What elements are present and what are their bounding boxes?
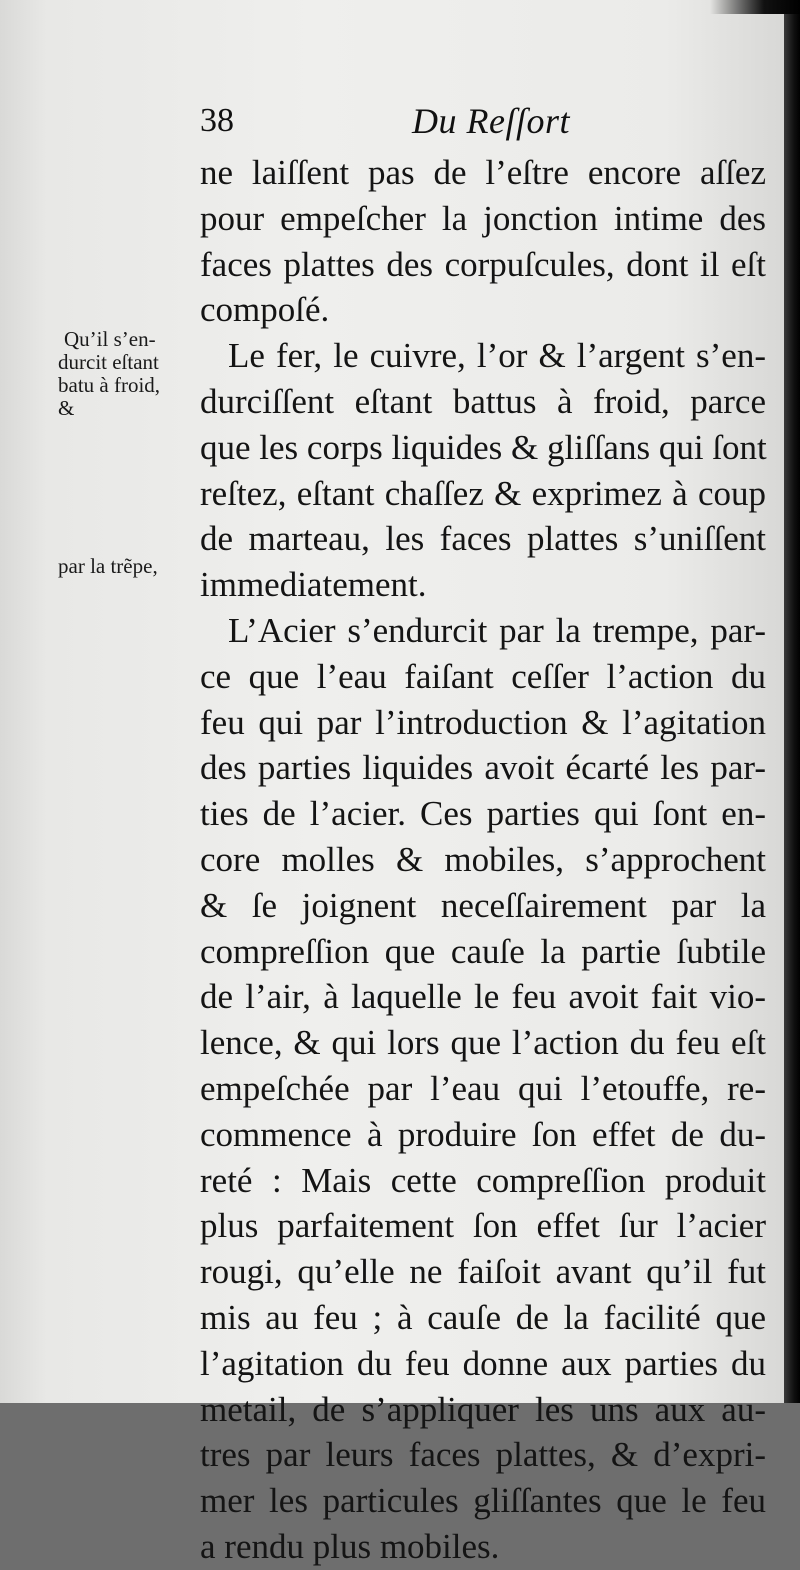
text-line: core molles & mobiles, s’approchent bbox=[200, 839, 766, 879]
text-line: tres par leurs faces plattes, & d’expri- bbox=[200, 1435, 766, 1475]
text-line: immediatement. bbox=[200, 565, 427, 605]
text-line: compreſſion que cauſe la partie ſubtile bbox=[200, 931, 766, 971]
margin-note-line: Qu’il s’en- bbox=[64, 327, 156, 351]
text-line: plus parfaitement ſon effet ſur l’acier bbox=[200, 1206, 766, 1246]
text-line: mis au feu ; à cauſe de la facilité que bbox=[200, 1297, 766, 1337]
text-line: rougi, qu’elle ne faiſoit avant qu’il fut bbox=[200, 1252, 766, 1292]
body-text bbox=[200, 150, 766, 1570]
text-line: Le fer, le cuivre, l’or & l’argent s’en- bbox=[228, 336, 766, 376]
text-line: durciſſent eſtant battus à froid, parce bbox=[200, 381, 766, 421]
text-line: reſtez, eſtant chaſſez & exprimez à coup bbox=[200, 473, 766, 513]
page-corner-shadow bbox=[710, 0, 800, 14]
margin-note-line: durcit eſtant bbox=[58, 350, 159, 374]
text-line: metail, de s’appliquer les uns aux au- bbox=[200, 1389, 766, 1429]
text-line: commence à produire ſon effet de du- bbox=[200, 1114, 766, 1154]
page-header bbox=[200, 100, 760, 144]
text-line: L’Acier s’endurcit par la trempe, par- bbox=[228, 610, 766, 650]
text-line: ce que l’eau faiſant ceſſer l’action du bbox=[200, 656, 766, 696]
text-line: reté : Mais cette compreſſion produit bbox=[200, 1160, 766, 1200]
text-line: empeſchée par l’eau qui l’etouffe, re- bbox=[200, 1068, 766, 1108]
text-line: ne laiſſent pas de l’eſtre encore aſſez bbox=[200, 153, 766, 192]
text-line: faces plattes des corpuſcules, dont il eſt bbox=[200, 244, 766, 284]
text-line: des parties liquides avoit écarté les par- bbox=[200, 748, 766, 788]
page-number: 38 bbox=[200, 102, 234, 139]
margin-note-line: batu à froid, bbox=[58, 373, 161, 397]
text-line: lence, & qui lors que l’action du feu eſt bbox=[200, 1023, 766, 1063]
text-line: a rendu plus mobiles. bbox=[200, 1526, 500, 1566]
margin-note bbox=[58, 555, 158, 578]
text-line: & ſe joignent neceſſairement par la bbox=[200, 885, 766, 925]
text-line: de marteau, les faces plattes s’uniſſent bbox=[200, 519, 766, 559]
page-gutter-shadow bbox=[784, 0, 800, 1403]
text-line: feu qui par l’introduction & l’agitation bbox=[200, 702, 766, 742]
text-line: que les corps liquides & gliſſans qui ſont bbox=[200, 427, 767, 467]
text-line: mer les particules gliſſantes que le feu bbox=[200, 1481, 766, 1521]
margin-note bbox=[58, 328, 160, 420]
text-line: de l’air, à laquelle le feu avoit fait vio- bbox=[200, 977, 766, 1017]
text-line: ties de l’acier. Ces parties qui ſont en- bbox=[200, 794, 766, 834]
text-line: compoſé. bbox=[200, 290, 330, 330]
text-line: l’agitation du feu donne aux parties du bbox=[200, 1343, 766, 1383]
margin-note-line: par la trẽpe, bbox=[58, 554, 158, 578]
text-line: pour empeſcher la jonction intime des bbox=[200, 198, 766, 238]
margin-note-line: & bbox=[58, 396, 75, 420]
running-title: Du Reſſort bbox=[412, 101, 570, 141]
